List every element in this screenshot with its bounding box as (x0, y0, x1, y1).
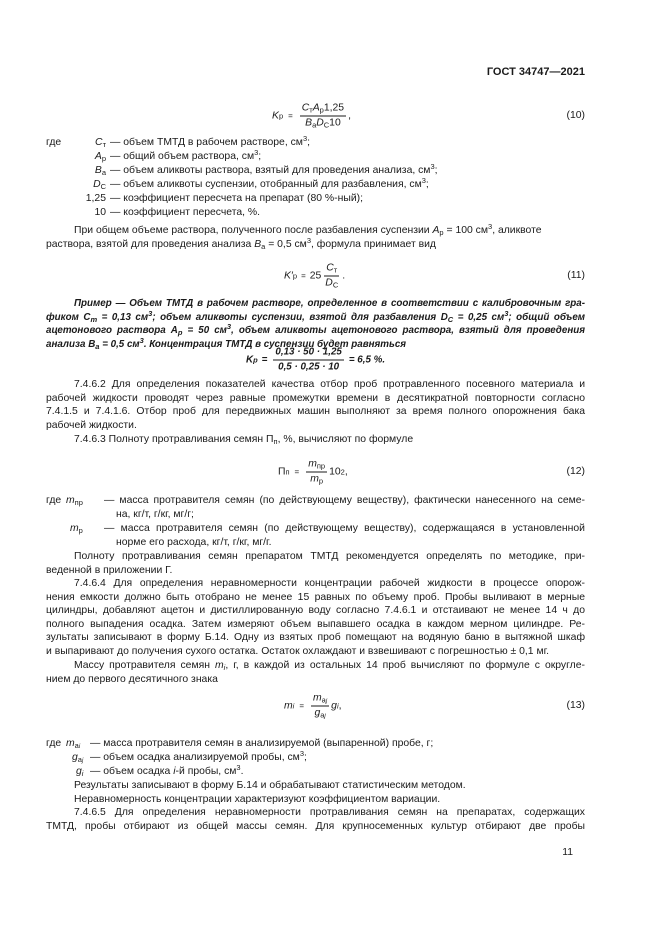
document-page: ГОСТ 34747—2021 K р = $\frac{C_тA_р1,25}{B_аD_С10}$ , (10) где $C_т$ — объем ТМТД в рабочем растворе, $см^3$; $A_р$ — общий объем раствора, $см^3$; $B_а$ — объем аликвоты раствора, взятый для проведения анализа, $см^3$; $D_С$ — объем аликвоты суспензии, отобранный для разбавления, $см^3$; 1,25 — коэффициент пересчета на препарат (80 %-ный); 10 — коэффициент пересчета, %. При общем объеме раствора, полученного после разбавления суспензии $A_р = 100$ $см^3$, аликвоте раствора, взятой для проведения анализа $B_а = 0,5$ $см^3$, формула принимает вид K′ р = 25 $\frac{C_т}{D_С}$ . (11) Пример — Объем ТМТД в рабочем растворе, определенное в соответствии с калибровочным гра- фиком $C_т = 0,13$ $см^3$; объем аликвоты суспензии, взятой для разбавления $D_С = 0,25$ $см^3$; общий объем ацетонового раствора $A_р = 50$ $см^3$, объем аликвоты ацетонового раствора, взятый для проведения анализа $B_а = 0,5$ $см^3$. Концентрация ТМТД в суспензии будет равняться K р = $\frac{0,13 \cdot 50 \cdot 1,25}{0,5 \cdot 0,25 \cdot 10}$ = 6,5 %. 7.4.6.2 Для определения показателей качества отбор проб протравленного посевного материала и рабочей жидкости проводят через равные промежутки времени в десятикратной повторности согласно 7.4.1.5 и 7.4.1.6. Отбор проб для передвижных машин выполняют за время полного опорожнения бака рабочей жидкости. 7.4.6.3 Полноту протравливания семян $П_п$, %, вычисляют по формуле П п = $\frac{m_{пр}}{m_р}$ 10 2 , (12) где $m_{пр}$ — масса протравителя семян (по действующему веществу), фактически нанесенного на семе- на, кг/т, г/кг, мг/г; $m_р$ — масса протравителя семян (по действующему веществу), содержащаяся в установленной норме его расхода, кг/т, г/кг, мг/г. Полноту протравливания семян препаратом ТМТД рекомендуется определять по методике, при- веденной в приложении Г. 7.4.6.4 Для определения неравномерности концентрации рабочей жидкости в процессе опорож- нения емкости должно быть отобрано не менее 15 равных по объему проб. Пробы выливают в мерные цилиндры, добавляют ацетон и дистиллированную воду согласно 7.4.6.1 и отстаивают не менее 14 ч до полного выпадения осадка. Затем измеряют объем выпавшего осадка в каждом мерном цилиндре. Ре- зультаты записывают в форму Б.14. Одну из взятых проб помещают на водяную баню в вытяжной шкаф и выпаривают до получения сухого остатка. Остаток охлаждают и взвешивают с погрешностью ± 0,1 мг. Массу протравителя семян $m_i$, г, в каждой из остальных 14 проб вычисляют по формуле с округле- нием до первого десятичного знака m i = $\frac{m_{aj}}{g_{aj}}$ g i , (13) где $m_{ai}$ — масса протравителя семян в анализируемой (выпаренной) пробе, г; $g_{aj}$ — объем осадка анализируемой пробы, $см^3$; $g_i$ — объем осадка i-й пробы, $см^3$. Результаты записывают в форму Б.14 и обрабатывают статистическим методом. Неравномерность концентрации характеризуют коэффициентом вариации. 7.4.6.5 Для определения неравномерности протравливания семян на препаратах, содержащих ТМТД, пробы отбирают из общей массы семян. Для крупносеменных культур отбирают две пробы 11 (46, 66, 586, 858)
paragraph-7-4-6-2: 7.4.6.2 Для определения показателей качества отбор проб протравленного посевного материала и рабочей жидкости проводят через равные промежутки времени в десятикратной повторности согласно 7.4.1.5 и 7.4.1.6. Отбор проб для передвижных машин выполняют за время полного опорожнения бака рабочей жидкости. (46, 379, 585, 431)
equation-13: m i = $\frac{m_{aj}}{g_{aj}}$ g i , (13) (284, 692, 585, 720)
example-block: Пример — Объем ТМТД в рабочем растворе, определенное в соответствии с калибровочным гра- фиком $C_т = 0,13$ $см^3$; объем аликвоты суспензии, взятой для разбавления $D_С = 0,25$ $см^3$; общий объем ацетонового раствора $A_р = 50$ $см^3$, объем аликвоты ацетонового раствора, взятый для проведения анализа $B_а = 0,5$ $см^3$. Концентрация ТМТД в суспензии будет равняться (46, 298, 586, 351)
legend-sym-ct: $C_т$ (95, 137, 106, 149)
eq10-fraction: $\frac{C_тA_р1,25}{B_аD_С10}$ (301, 102, 345, 130)
paragraph-tmtd: Полноту протравливания семян препаратом ТМТД рекомендуется определять по методике, при- веденной в приложении Г. (46, 551, 585, 576)
equation-10: K р = $\frac{C_тA_р1,25}{B_аD_С10}$ , (10) (272, 102, 585, 130)
example-equation: K р = $\frac{0,13 \cdot 50 \cdot 1,25}{0,5 \cdot 0,25 \cdot 10}$ = 6,5 %. (246, 346, 386, 373)
equation-number: (10) (566, 110, 585, 122)
paragraph-7-4-6-5: 7.4.6.5 Для определения неравномерности протравливания семян на препаратах, содержащих ТМТД, пробы отбирают из общей массы семян. Для крупносеменных культур отбирают две пробы (46, 807, 585, 832)
equation-12: П п = $\frac{m_{пр}}{m_р}$ 10 2 , (12) (278, 458, 585, 486)
paragraph-7-4-6-3: 7.4.6.3 Полноту протравливания семян $П_п$, %, вычисляют по формуле (74, 434, 414, 446)
standard-header: ГОСТ 34747—2021 (486, 66, 585, 78)
paragraph-results: Результаты записывают в форму Б.14 и обрабатывают статистическим методом. Неравномерность концентрации характеризуют коэффициентом вариации. (74, 780, 466, 805)
paragraph-7-4-6-4: 7.4.6.4 Для определения неравномерности концентрации рабочей жидкости в процессе опорож- нения емкости должно быть отобрано не менее 15 равных по объему проб. Пробы выливают в мерные цилиндры, добавляют ацетон и дистиллированную воду согласно 7.4.6.1 и отстаивают не менее 14 ч до полного выпадения осадка. Затем измеряют объем выпавшего осадка в каждом мерном цилиндре. Ре- зультаты записывают в форму Б.14. Одну из взятых проб помещают на водяную баню в вытяжной шкаф и выпаривают до получения сухого остатка. Остаток охлаждают и взвешивают с погрешностью ± 0,1 мг. (46, 578, 585, 657)
equation-11: K′ р = 25 $\frac{C_т}{D_С}$ . (11) (284, 262, 585, 290)
paragraph-mass: Массу протравителя семян $m_i$, г, в каждой из остальных 14 проб вычисляют по формуле с округле- нием до первого десятичного знака (46, 660, 585, 685)
page-number: 11 (562, 847, 573, 858)
paragraph-total-volume: При общем объеме раствора, полученного после разбавления суспензии $A_р = 100$ $см^3$, аликвоте раствора, взятой для проведения анализа $B_а = 0,5$ $см^3$, формула принимает вид (46, 222, 542, 251)
